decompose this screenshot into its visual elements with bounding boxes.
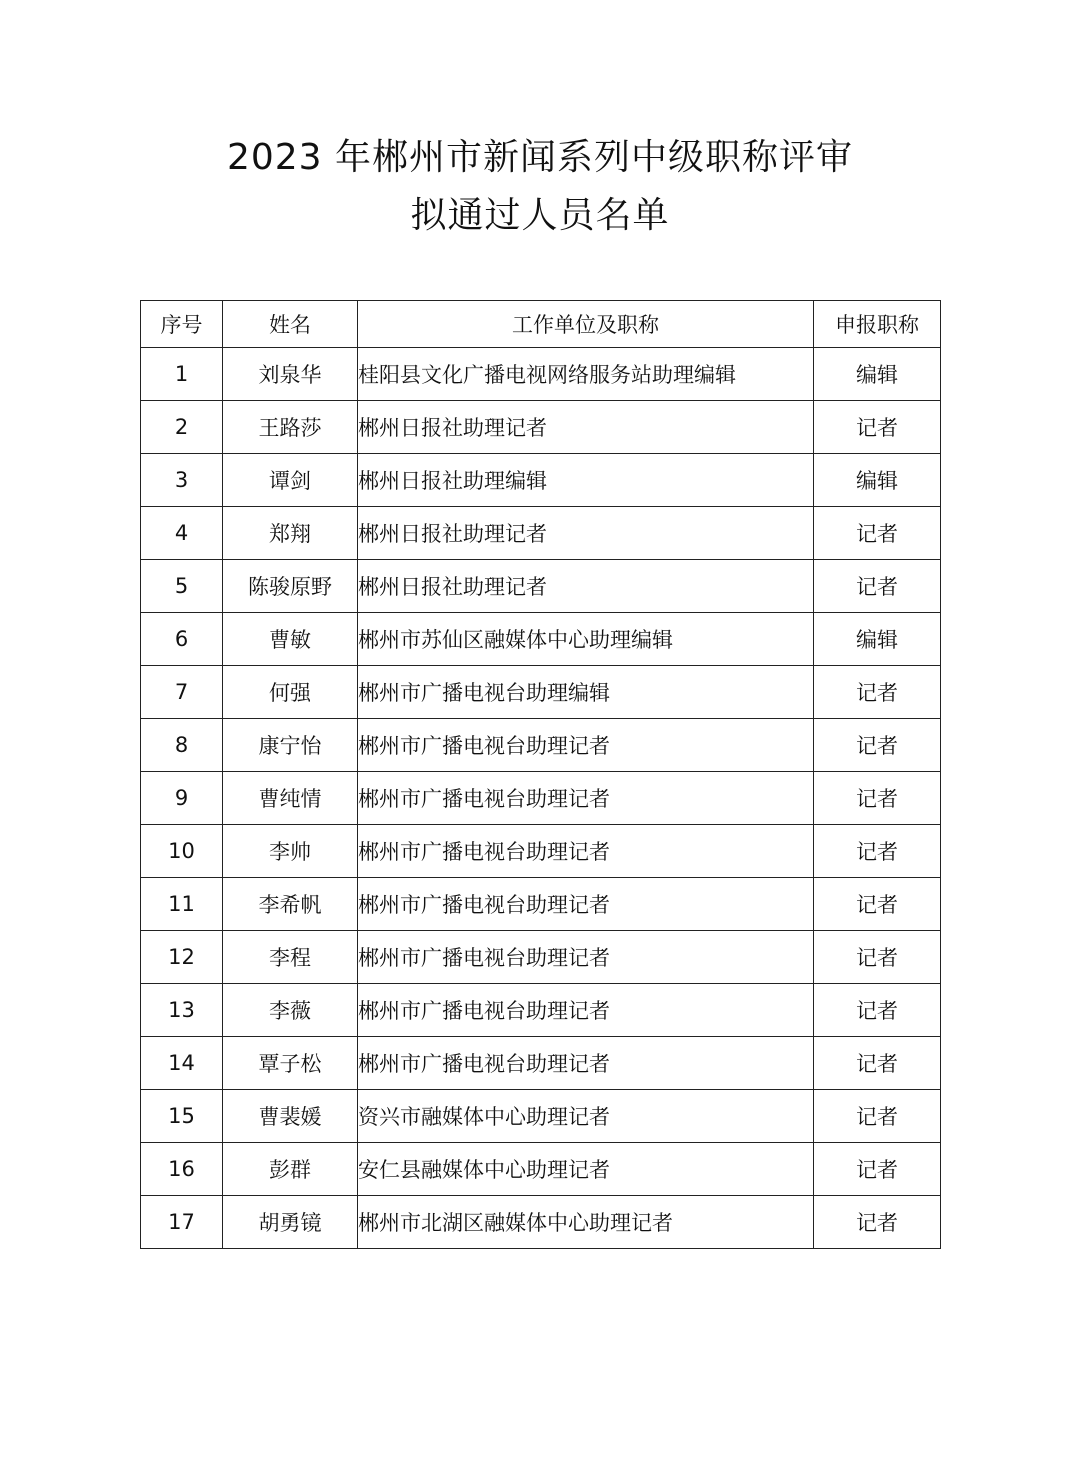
table-row bbox=[141, 719, 941, 772]
cell-work-unit: 郴州市广播电视台助理记者 bbox=[358, 825, 814, 878]
table-body bbox=[141, 348, 941, 1249]
table-row bbox=[141, 348, 941, 401]
cell-applied-title: 记者 bbox=[814, 772, 941, 825]
cell-serial-number: 7 bbox=[141, 666, 223, 719]
cell-serial-number: 8 bbox=[141, 719, 223, 772]
cell-applied-title: 记者 bbox=[814, 507, 941, 560]
table-row bbox=[141, 560, 941, 613]
cell-work-unit: 郴州市广播电视台助理记者 bbox=[358, 878, 814, 931]
header-name: 姓名 bbox=[223, 301, 358, 348]
cell-work-unit: 郴州市北湖区融媒体中心助理记者 bbox=[358, 1196, 814, 1249]
cell-work-unit: 郴州市广播电视台助理记者 bbox=[358, 931, 814, 984]
table-row bbox=[141, 666, 941, 719]
cell-work-unit: 郴州市广播电视台助理记者 bbox=[358, 984, 814, 1037]
cell-name: 曹敏 bbox=[223, 613, 358, 666]
table-row bbox=[141, 931, 941, 984]
cell-work-unit: 郴州日报社助理编辑 bbox=[358, 454, 814, 507]
cell-work-unit: 资兴市融媒体中心助理记者 bbox=[358, 1090, 814, 1143]
cell-applied-title: 编辑 bbox=[814, 348, 941, 401]
table-row bbox=[141, 772, 941, 825]
cell-name: 曹裴媛 bbox=[223, 1090, 358, 1143]
cell-name: 李帅 bbox=[223, 825, 358, 878]
cell-serial-number: 9 bbox=[141, 772, 223, 825]
cell-applied-title: 记者 bbox=[814, 878, 941, 931]
cell-name: 李薇 bbox=[223, 984, 358, 1037]
cell-work-unit: 郴州日报社助理记者 bbox=[358, 401, 814, 454]
cell-name: 胡勇镜 bbox=[223, 1196, 358, 1249]
cell-serial-number: 15 bbox=[141, 1090, 223, 1143]
cell-applied-title: 记者 bbox=[814, 1037, 941, 1090]
cell-applied-title: 记者 bbox=[814, 1196, 941, 1249]
cell-applied-title: 记者 bbox=[814, 719, 941, 772]
header-work-unit: 工作单位及职称 bbox=[358, 301, 814, 348]
cell-serial-number: 1 bbox=[141, 348, 223, 401]
table-row bbox=[141, 507, 941, 560]
cell-work-unit: 郴州市广播电视台助理记者 bbox=[358, 772, 814, 825]
cell-work-unit: 安仁县融媒体中心助理记者 bbox=[358, 1143, 814, 1196]
table-row bbox=[141, 401, 941, 454]
cell-applied-title: 记者 bbox=[814, 931, 941, 984]
cell-name: 覃子松 bbox=[223, 1037, 358, 1090]
cell-applied-title: 记者 bbox=[814, 984, 941, 1037]
cell-serial-number: 5 bbox=[141, 560, 223, 613]
cell-applied-title: 编辑 bbox=[814, 613, 941, 666]
cell-name: 彭群 bbox=[223, 1143, 358, 1196]
cell-serial-number: 16 bbox=[141, 1143, 223, 1196]
table-row bbox=[141, 454, 941, 507]
cell-serial-number: 10 bbox=[141, 825, 223, 878]
cell-name: 王路莎 bbox=[223, 401, 358, 454]
header-applied-title: 申报职称 bbox=[814, 301, 941, 348]
cell-name: 康宁怡 bbox=[223, 719, 358, 772]
table-header bbox=[141, 301, 941, 348]
cell-work-unit: 郴州市广播电视台助理记者 bbox=[358, 719, 814, 772]
cell-applied-title: 编辑 bbox=[814, 454, 941, 507]
cell-serial-number: 11 bbox=[141, 878, 223, 931]
cell-serial-number: 13 bbox=[141, 984, 223, 1037]
table-row bbox=[141, 825, 941, 878]
cell-name: 李程 bbox=[223, 931, 358, 984]
table-row bbox=[141, 1037, 941, 1090]
cell-serial-number: 3 bbox=[141, 454, 223, 507]
roster-table bbox=[140, 300, 941, 1249]
cell-name: 何强 bbox=[223, 666, 358, 719]
cell-serial-number: 12 bbox=[141, 931, 223, 984]
cell-work-unit: 郴州日报社助理记者 bbox=[358, 507, 814, 560]
cell-name: 曹纯情 bbox=[223, 772, 358, 825]
page-subtitle: 拟通过人员名单 bbox=[410, 195, 670, 236]
cell-name: 陈骏原野 bbox=[223, 560, 358, 613]
page-title: 2023 年郴州市新闻系列中级职称评审 bbox=[226, 137, 854, 178]
cell-work-unit: 郴州日报社助理记者 bbox=[358, 560, 814, 613]
cell-serial-number: 4 bbox=[141, 507, 223, 560]
cell-name: 李希帆 bbox=[223, 878, 358, 931]
cell-work-unit: 郴州市广播电视台助理编辑 bbox=[358, 666, 814, 719]
cell-applied-title: 记者 bbox=[814, 825, 941, 878]
cell-serial-number: 17 bbox=[141, 1196, 223, 1249]
cell-name: 郑翔 bbox=[223, 507, 358, 560]
cell-name: 刘泉华 bbox=[223, 348, 358, 401]
cell-work-unit: 桂阳县文化广播电视网络服务站助理编辑 bbox=[358, 348, 814, 401]
header-row bbox=[141, 301, 941, 348]
table-row bbox=[141, 1090, 941, 1143]
cell-serial-number: 14 bbox=[141, 1037, 223, 1090]
cell-work-unit: 郴州市苏仙区融媒体中心助理编辑 bbox=[358, 613, 814, 666]
cell-serial-number: 6 bbox=[141, 613, 223, 666]
cell-applied-title: 记者 bbox=[814, 560, 941, 613]
table-row bbox=[141, 878, 941, 931]
cell-serial-number: 2 bbox=[141, 401, 223, 454]
table-row bbox=[141, 613, 941, 666]
header-serial-number: 序号 bbox=[141, 301, 223, 348]
cell-applied-title: 记者 bbox=[814, 1143, 941, 1196]
cell-applied-title: 记者 bbox=[814, 1090, 941, 1143]
cell-applied-title: 记者 bbox=[814, 666, 941, 719]
cell-name: 谭剑 bbox=[223, 454, 358, 507]
cell-work-unit: 郴州市广播电视台助理记者 bbox=[358, 1037, 814, 1090]
table-row bbox=[141, 984, 941, 1037]
cell-applied-title: 记者 bbox=[814, 401, 941, 454]
table-row bbox=[141, 1143, 941, 1196]
table-row bbox=[141, 1196, 941, 1249]
